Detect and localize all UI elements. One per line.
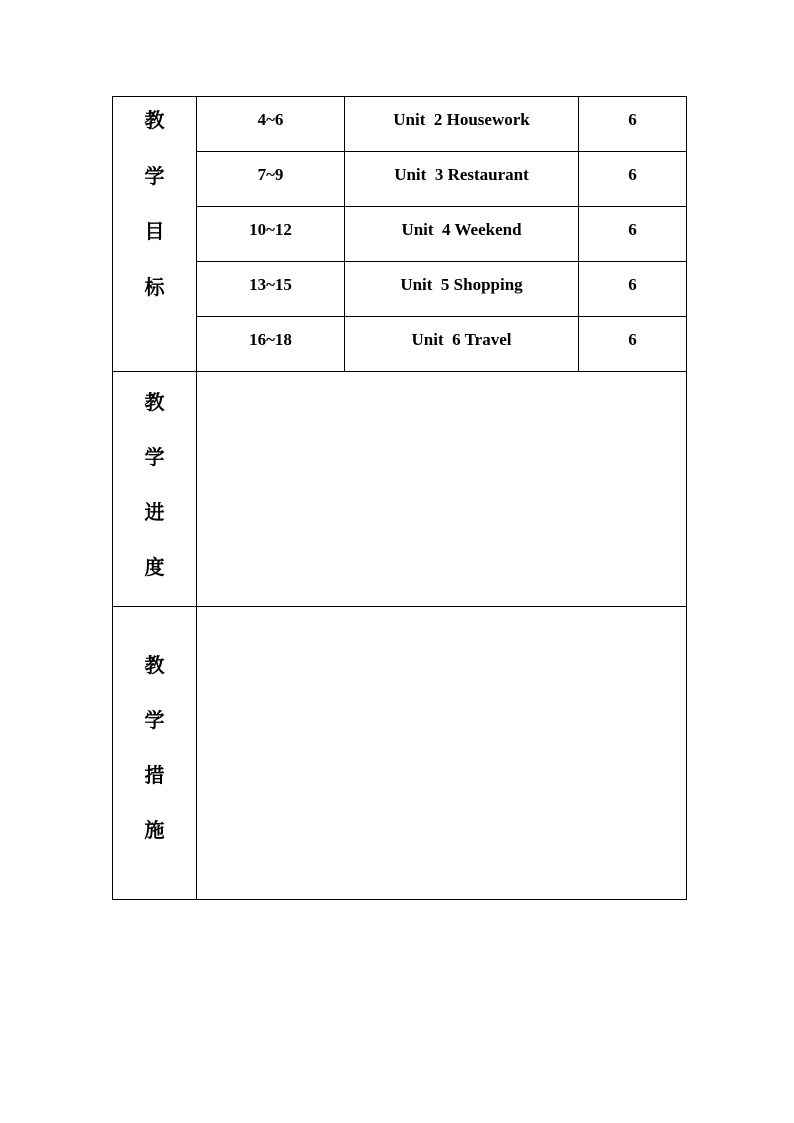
teaching-progress-content <box>197 372 687 607</box>
weeks-cell: 16~18 <box>197 317 345 372</box>
teaching-measures-label <box>113 607 197 900</box>
label-char: 学 <box>144 163 165 188</box>
unit-cell: Unit 4 Weekend <box>345 207 579 262</box>
unit-cell: Unit 6 Travel <box>345 317 579 372</box>
label-char: 学 <box>144 708 165 732</box>
weeks-cell: 7~9 <box>197 152 345 207</box>
label-char: 教 <box>144 653 165 677</box>
unit-cell: Unit 5 Shopping <box>345 262 579 317</box>
unit-cell: Unit 3 Restaurant <box>345 152 579 207</box>
teaching-goals-label <box>113 97 197 372</box>
table-row <box>113 262 687 317</box>
teaching-measures-row <box>113 607 687 900</box>
label-char: 目 <box>144 219 165 243</box>
label-char: 进 <box>144 500 165 524</box>
label-char: 学 <box>144 445 165 469</box>
hours-cell: 6 <box>579 207 687 262</box>
hours-cell: 6 <box>579 262 687 317</box>
weeks-cell: 13~15 <box>197 262 345 317</box>
table-row <box>113 207 687 262</box>
teaching-plan-table <box>112 96 687 900</box>
hours-cell: 6 <box>579 317 687 372</box>
teaching-measures-content <box>197 607 687 900</box>
hours-cell: 6 <box>579 152 687 207</box>
teaching-progress-label <box>113 372 197 607</box>
table-row <box>113 317 687 372</box>
weeks-cell: 4~6 <box>197 97 345 152</box>
table-row <box>113 152 687 207</box>
label-char: 教 <box>144 108 165 132</box>
teaching-progress-row <box>113 372 687 607</box>
label-char: 教 <box>144 390 165 414</box>
unit-cell: Unit 2 Housework <box>345 97 579 152</box>
table-row <box>113 97 687 152</box>
hours-cell: 6 <box>579 97 687 152</box>
label-char: 标 <box>144 274 165 299</box>
label-char: 措 <box>144 763 165 787</box>
weeks-cell: 10~12 <box>197 207 345 262</box>
label-char: 施 <box>144 818 165 842</box>
label-char: 度 <box>144 555 165 579</box>
